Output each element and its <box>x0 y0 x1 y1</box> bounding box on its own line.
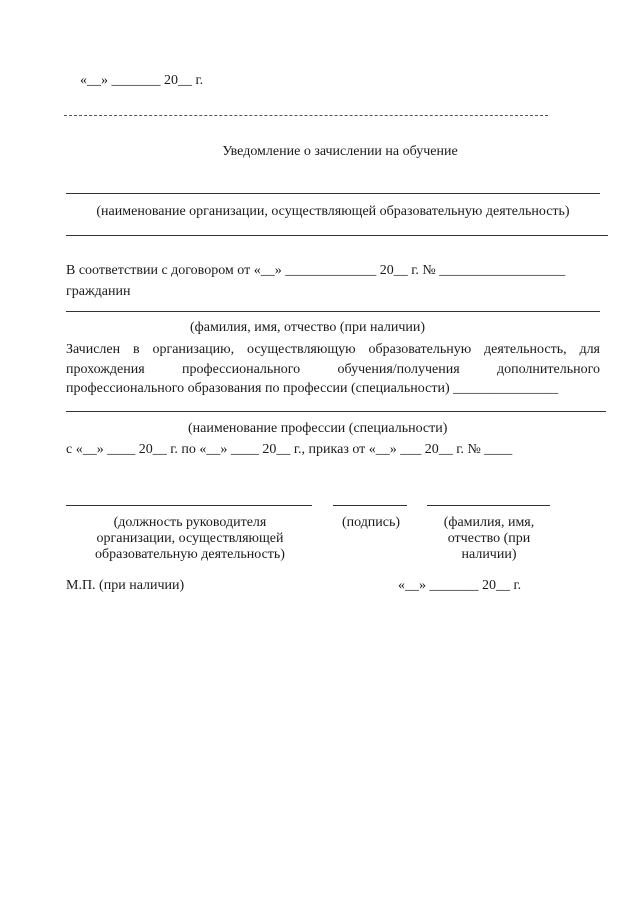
fio-signature-line <box>427 505 550 506</box>
enrollment-line-3: профессионального образования по профессии (специальности) _______________ <box>66 381 559 396</box>
position-caption-line-3: образовательную деятельность) <box>95 547 285 562</box>
position-caption-line-2: организации, осуществляющей <box>96 531 284 546</box>
citizen-name-line <box>66 311 600 312</box>
footer-date-line: «__» _______ 20__ г. <box>398 578 522 593</box>
fio-signature-caption <box>424 515 554 563</box>
organization-name-line-2 <box>66 235 608 236</box>
period-line: с «__» ____ 20__ г. по «__» ____ 20__ г., приказ от «__» ___ 20__ г. № ____ <box>66 442 513 457</box>
position-caption <box>80 515 300 563</box>
position-caption-line-1: (должность руководителя <box>113 515 267 530</box>
enrollment-line-1: Зачислен в организацию, осуществляющую образовательную деятельность, для <box>66 342 600 357</box>
stamp-label: М.П. (при наличии) <box>66 578 185 593</box>
signature-caption <box>330 515 412 531</box>
enrollment-line-2: прохождения профессионального обучения/получения дополнительного <box>66 362 600 377</box>
header-date-line: «__» _______ 20__ г. <box>80 73 204 88</box>
position-signature-line <box>66 505 312 506</box>
organization-name-line <box>66 193 600 194</box>
profession-caption: (наименование профессии (специальности) <box>188 421 448 436</box>
fio-signature-caption-line-1: (фамилия, имя, <box>443 515 535 530</box>
fio-signature-caption-line-3: наличии) <box>461 547 517 562</box>
profession-line <box>66 411 606 412</box>
signature-caption-text: (подпись) <box>341 515 401 530</box>
contract-line: В соответствии с договором от «__» _____________ 20__ г. № __________________ <box>66 263 566 278</box>
signature-line <box>333 505 407 506</box>
organization-caption: (наименование организации, осуществляющей образовательную деятельность) <box>96 204 570 219</box>
citizen-label: гражданин <box>66 284 131 299</box>
document-title: Уведомление о зачислении на обучение <box>222 144 458 159</box>
dashed-separator <box>64 115 548 116</box>
fio-caption: (фамилия, имя, отчество (при наличии) <box>190 320 426 335</box>
fio-signature-caption-line-2: отчество (при <box>447 531 531 546</box>
